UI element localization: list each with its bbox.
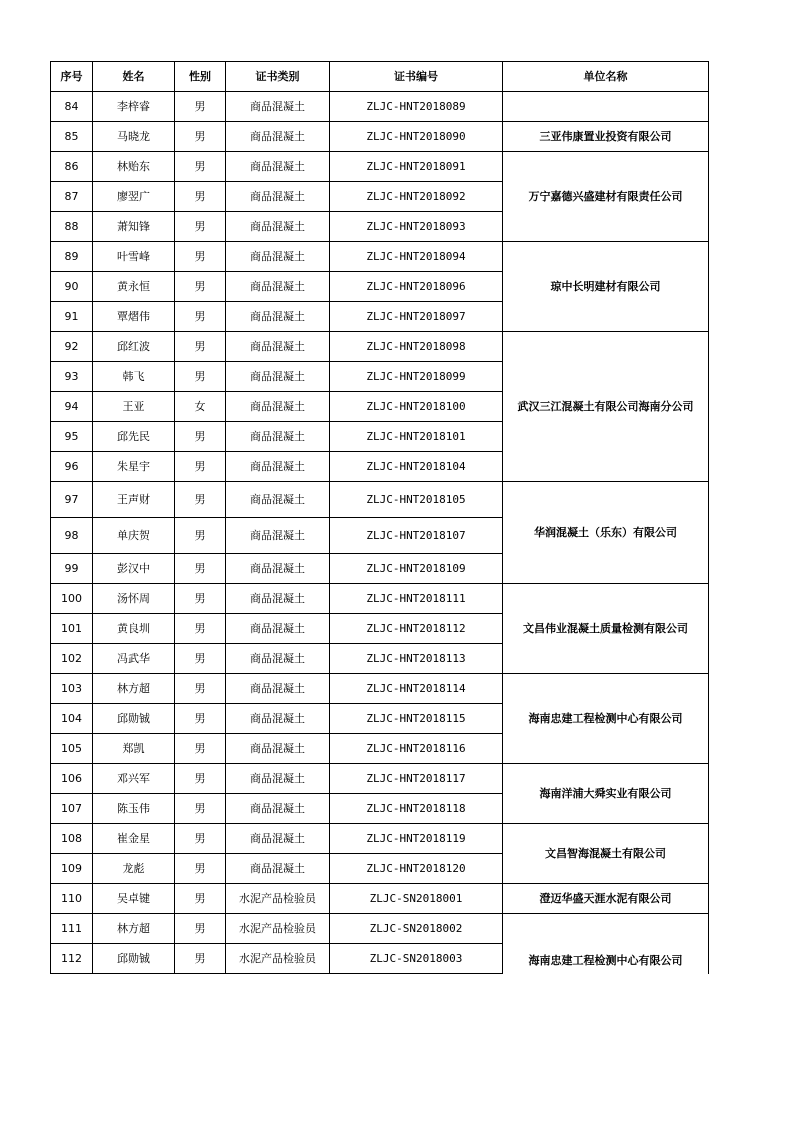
row-cert-type: 商品混凝土	[226, 392, 330, 422]
row-name: 马晓龙	[93, 122, 175, 152]
row-cert-type: 商品混凝土	[226, 422, 330, 452]
row-cert-no: ZLJC-HNT2018104	[330, 452, 503, 482]
row-no: 94	[51, 392, 93, 422]
row-cert-type: 水泥产品检验员	[226, 914, 330, 944]
row-no: 90	[51, 272, 93, 302]
table-row	[51, 674, 709, 704]
row-no: 104	[51, 704, 93, 734]
row-cert-no: ZLJC-HNT2018092	[330, 182, 503, 212]
row-cert-no: ZLJC-HNT2018105	[330, 482, 503, 518]
certificate-table	[50, 61, 709, 974]
table-row	[51, 584, 709, 614]
row-cert-no: ZLJC-HNT2018090	[330, 122, 503, 152]
row-cert-no: ZLJC-HNT2018096	[330, 272, 503, 302]
table-row	[51, 152, 709, 182]
table-row	[51, 92, 709, 122]
row-sex: 男	[175, 674, 226, 704]
row-no: 95	[51, 422, 93, 452]
row-name: 邱先民	[93, 422, 175, 452]
unit-name: 武汉三江混凝土有限公司海南分公司	[503, 332, 709, 482]
row-cert-no: ZLJC-HNT2018113	[330, 644, 503, 674]
unit-name: 华润混凝土（乐东）有限公司	[503, 482, 709, 584]
row-name: 李梓睿	[93, 92, 175, 122]
row-no: 107	[51, 794, 93, 824]
row-sex: 男	[175, 944, 226, 974]
row-sex: 男	[175, 452, 226, 482]
row-sex: 男	[175, 518, 226, 554]
row-cert-type: 商品混凝土	[226, 794, 330, 824]
row-name: 邱红波	[93, 332, 175, 362]
row-name: 黄良圳	[93, 614, 175, 644]
table-row	[51, 122, 709, 152]
row-cert-type: 商品混凝土	[226, 302, 330, 332]
table-row	[51, 242, 709, 272]
table-row	[51, 332, 709, 362]
table-row	[51, 824, 709, 854]
row-cert-type: 商品混凝土	[226, 518, 330, 554]
row-cert-no: ZLJC-HNT2018111	[330, 584, 503, 614]
row-name: 单庆贺	[93, 518, 175, 554]
unit-name: 海南忠建工程检测中心有限公司	[503, 674, 709, 764]
row-cert-type: 商品混凝土	[226, 824, 330, 854]
row-name: 朱星宇	[93, 452, 175, 482]
row-cert-no: ZLJC-HNT2018099	[330, 362, 503, 392]
row-cert-no: ZLJC-HNT2018116	[330, 734, 503, 764]
unit-name	[503, 92, 709, 122]
table-row	[51, 482, 709, 518]
row-cert-type: 商品混凝土	[226, 644, 330, 674]
row-no: 86	[51, 152, 93, 182]
row-name: 叶雪峰	[93, 242, 175, 272]
header-no: 序号	[51, 62, 93, 92]
unit-name: 海南洋浦大舜实业有限公司	[503, 764, 709, 824]
row-no: 102	[51, 644, 93, 674]
row-no: 88	[51, 212, 93, 242]
header-sex: 性别	[175, 62, 226, 92]
row-no: 97	[51, 482, 93, 518]
row-name: 王亚	[93, 392, 175, 422]
row-cert-no: ZLJC-HNT2018115	[330, 704, 503, 734]
header-row	[51, 62, 709, 92]
row-name: 萧知锋	[93, 212, 175, 242]
row-no: 93	[51, 362, 93, 392]
row-sex: 男	[175, 704, 226, 734]
row-sex: 男	[175, 272, 226, 302]
row-cert-no: ZLJC-HNT2018112	[330, 614, 503, 644]
row-sex: 男	[175, 734, 226, 764]
row-name: 龙彪	[93, 854, 175, 884]
row-cert-type: 水泥产品检验员	[226, 884, 330, 914]
row-name: 邱勋铖	[93, 944, 175, 974]
row-cert-type: 商品混凝土	[226, 674, 330, 704]
row-name: 韩飞	[93, 362, 175, 392]
unit-name: 澄迈华盛天涯水泥有限公司	[503, 884, 709, 914]
row-cert-type: 商品混凝土	[226, 554, 330, 584]
row-no: 111	[51, 914, 93, 944]
row-sex: 男	[175, 914, 226, 944]
row-sex: 男	[175, 362, 226, 392]
row-name: 覃熠伟	[93, 302, 175, 332]
row-name: 邱勋铖	[93, 704, 175, 734]
unit-name: 海南忠建工程检测中心有限公司	[503, 914, 709, 974]
header-cert-no: 证书编号	[330, 62, 503, 92]
row-name: 陈玉伟	[93, 794, 175, 824]
row-no: 84	[51, 92, 93, 122]
row-sex: 男	[175, 644, 226, 674]
row-cert-type: 商品混凝土	[226, 122, 330, 152]
header-name: 姓名	[93, 62, 175, 92]
row-cert-type: 商品混凝土	[226, 332, 330, 362]
row-no: 106	[51, 764, 93, 794]
row-sex: 男	[175, 122, 226, 152]
row-name: 林贻东	[93, 152, 175, 182]
row-cert-type: 商品混凝土	[226, 212, 330, 242]
row-sex: 男	[175, 584, 226, 614]
unit-name: 琼中长明建材有限公司	[503, 242, 709, 332]
row-name: 吴卓键	[93, 884, 175, 914]
row-name: 汤怀周	[93, 584, 175, 614]
row-cert-no: ZLJC-HNT2018100	[330, 392, 503, 422]
row-cert-no: ZLJC-HNT2018091	[330, 152, 503, 182]
row-name: 廖翌广	[93, 182, 175, 212]
table-row	[51, 884, 709, 914]
row-sex: 男	[175, 302, 226, 332]
row-cert-no: ZLJC-HNT2018119	[330, 824, 503, 854]
unit-name: 万宁嘉德兴盛建材有限责任公司	[503, 152, 709, 242]
row-cert-type: 商品混凝土	[226, 92, 330, 122]
row-sex: 男	[175, 884, 226, 914]
row-cert-type: 商品混凝土	[226, 764, 330, 794]
row-no: 89	[51, 242, 93, 272]
row-name: 崔金星	[93, 824, 175, 854]
row-no: 101	[51, 614, 93, 644]
row-no: 103	[51, 674, 93, 704]
row-no: 99	[51, 554, 93, 584]
row-cert-no: ZLJC-HNT2018097	[330, 302, 503, 332]
row-no: 100	[51, 584, 93, 614]
row-cert-type: 商品混凝土	[226, 272, 330, 302]
table-row	[51, 764, 709, 794]
row-cert-type: 商品混凝土	[226, 362, 330, 392]
row-no: 98	[51, 518, 93, 554]
row-sex: 男	[175, 794, 226, 824]
row-sex: 男	[175, 854, 226, 884]
row-cert-type: 商品混凝土	[226, 704, 330, 734]
row-name: 邓兴军	[93, 764, 175, 794]
row-name: 王声财	[93, 482, 175, 518]
row-cert-no: ZLJC-HNT2018120	[330, 854, 503, 884]
row-cert-type: 商品混凝土	[226, 182, 330, 212]
row-cert-no: ZLJC-SN2018001	[330, 884, 503, 914]
row-sex: 男	[175, 182, 226, 212]
row-sex: 男	[175, 422, 226, 452]
row-name: 冯武华	[93, 644, 175, 674]
header-unit: 单位名称	[503, 62, 709, 92]
row-no: 85	[51, 122, 93, 152]
row-name: 林方超	[93, 674, 175, 704]
row-no: 109	[51, 854, 93, 884]
row-no: 87	[51, 182, 93, 212]
row-cert-type: 商品混凝土	[226, 734, 330, 764]
row-cert-no: ZLJC-HNT2018089	[330, 92, 503, 122]
row-sex: 男	[175, 824, 226, 854]
row-cert-no: ZLJC-SN2018002	[330, 914, 503, 944]
row-cert-type: 商品混凝土	[226, 452, 330, 482]
row-sex: 男	[175, 764, 226, 794]
row-name: 郑凯	[93, 734, 175, 764]
header-cert-type: 证书类别	[226, 62, 330, 92]
row-cert-no: ZLJC-HNT2018109	[330, 554, 503, 584]
row-no: 92	[51, 332, 93, 362]
row-no: 91	[51, 302, 93, 332]
row-no: 108	[51, 824, 93, 854]
row-cert-no: ZLJC-HNT2018107	[330, 518, 503, 554]
row-no: 112	[51, 944, 93, 974]
row-no: 105	[51, 734, 93, 764]
row-cert-type: 商品混凝土	[226, 614, 330, 644]
row-cert-no: ZLJC-SN2018003	[330, 944, 503, 974]
row-cert-type: 水泥产品检验员	[226, 944, 330, 974]
row-sex: 男	[175, 482, 226, 518]
row-sex: 男	[175, 332, 226, 362]
row-cert-type: 商品混凝土	[226, 584, 330, 614]
row-sex: 男	[175, 554, 226, 584]
row-cert-no: ZLJC-HNT2018101	[330, 422, 503, 452]
row-sex: 女	[175, 392, 226, 422]
unit-name: 三亚伟康置业投资有限公司	[503, 122, 709, 152]
row-cert-type: 商品混凝土	[226, 482, 330, 518]
row-sex: 男	[175, 92, 226, 122]
row-sex: 男	[175, 614, 226, 644]
row-sex: 男	[175, 242, 226, 272]
row-sex: 男	[175, 212, 226, 242]
row-cert-no: ZLJC-HNT2018117	[330, 764, 503, 794]
row-cert-no: ZLJC-HNT2018093	[330, 212, 503, 242]
row-cert-no: ZLJC-HNT2018118	[330, 794, 503, 824]
row-cert-no: ZLJC-HNT2018114	[330, 674, 503, 704]
row-cert-no: ZLJC-HNT2018094	[330, 242, 503, 272]
row-cert-type: 商品混凝土	[226, 854, 330, 884]
row-name: 林方超	[93, 914, 175, 944]
row-no: 110	[51, 884, 93, 914]
row-cert-type: 商品混凝土	[226, 152, 330, 182]
row-cert-type: 商品混凝土	[226, 242, 330, 272]
table-row	[51, 914, 709, 944]
row-sex: 男	[175, 152, 226, 182]
row-name: 黄永恒	[93, 272, 175, 302]
unit-name: 文昌智海混凝土有限公司	[503, 824, 709, 884]
row-name: 彭汉中	[93, 554, 175, 584]
row-cert-no: ZLJC-HNT2018098	[330, 332, 503, 362]
unit-name: 文昌伟业混凝土质量检测有限公司	[503, 584, 709, 674]
row-no: 96	[51, 452, 93, 482]
